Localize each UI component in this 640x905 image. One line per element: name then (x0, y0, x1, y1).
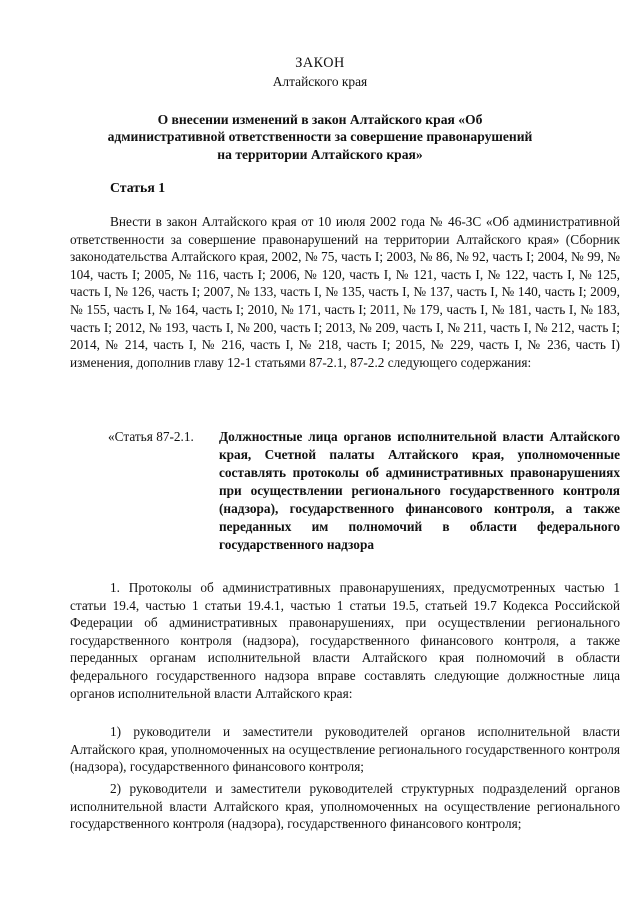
document-subtitle: Алтайского края (272, 74, 368, 89)
new-article-label: «Статья 87-2.1. (108, 429, 194, 444)
clause-item-2: 2) руководители и заместители руководителей структурных подразделений органов исполнительной власти Алтайского края, уполномоченных на осуществление регионального государственного контроля (надзора), государственного финансового контроля; (70, 781, 620, 832)
paragraph-amendment: Внести в закон Алтайского края от 10 июля 2002 года № 46-ЗС «Об административной ответственности за совершение правонарушений на территории Алтайского края» (Сборник законодательства Алтайского края, 2002, № 75, часть I; 2003, № 86, № 92, часть I; 2004, № 99, № 104, часть I; 2005, № 116, часть I; 2006, № 120, часть I, № 121, часть I, № 122, часть I, № 125, часть I, № 126, часть I; 2007, № 133, часть I, № 135, часть I, № 137, часть I, № 140, часть I; 2009, № 155, часть I, № 164, часть I; 2010, № 171, часть I; 2011, № 179, часть I, № 181, часть I, № 183, часть I; 2012, № 193, часть I, № 200, часть I; 2013, № 209, часть I, № 211, часть I, № 212, часть I; 2014, № 214, часть I, № 216, часть I, № 218, часть I; 2015, № 229, часть I, № 236, часть I) изменения, дополнив главу 12-1 статьями 87-2.1, 87-2.2 следующего содержания: (70, 214, 620, 370)
clause-item-1: 1) руководители и заместители руководителей органов исполнительной власти Алтайского края, уполномоченных на осуществление регионального государственного контроля (надзора), государственного финансового контроля; (70, 724, 620, 775)
new-article-title: Должностные лица органов исполнительной власти Алтайского края, Счетной палаты Алтайского края, уполномоченные составлять протоколы об административных правонарушениях при осуществлении регионального государственного контроля (надзора), государственного финансового контроля, а также переданных им полномочий в области федерального государственного надзора (219, 429, 620, 552)
document-title: ЗАКОН (295, 55, 345, 71)
clause-1: 1. Протоколы об административных правонарушениях, предусмотренных частью 1 статьи 19.4, частью 1 статьи 19.4.1, частью 1 статьи 19.5, статьей 19.7 Кодекса Российской Федерации об административных правонарушениях, при осуществлении регионального государственного контроля (надзора), государственного финансового контроля, а также переданных органам исполнительной власти Алтайского края полномочий в области федерального государственного надзора вправе составлять следующие должностные лица органов исполнительной власти Алтайского края: (70, 580, 620, 701)
law-heading: О внесении изменений в закон Алтайского края «Об административной ответственности за совершение правонарушений на территории Алтайского края» (107, 112, 533, 162)
article-heading: Статья 1 (110, 180, 166, 195)
